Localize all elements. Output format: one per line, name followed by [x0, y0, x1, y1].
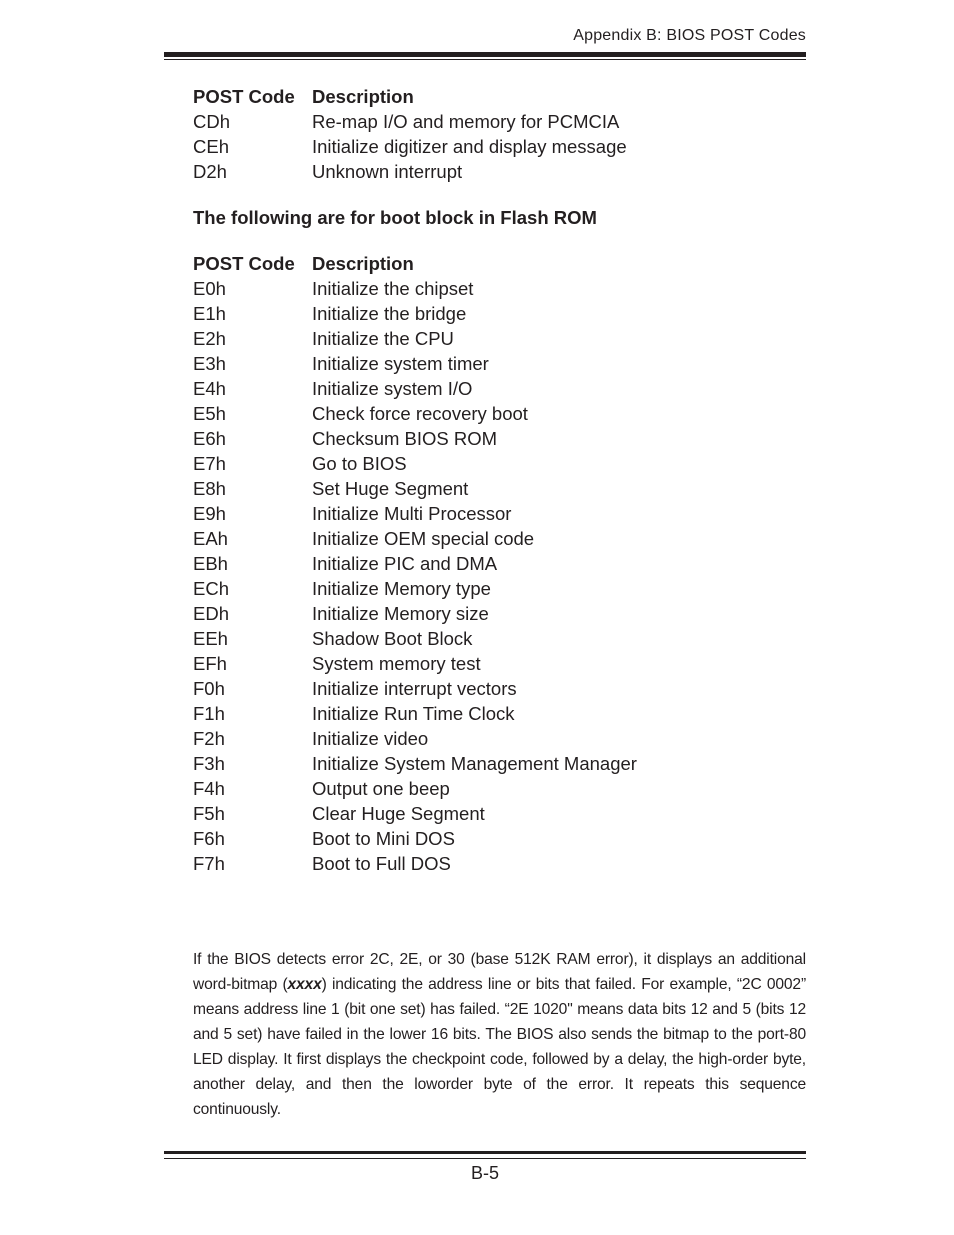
description-cell: Initialize system timer [312, 353, 489, 374]
table-row [193, 776, 813, 801]
description-cell: Initialize OEM special code [312, 528, 535, 549]
post-code-cell: EEh [193, 628, 228, 649]
post-code-cell: E9h [193, 503, 226, 524]
description-cell: Checksum BIOS ROM [312, 428, 498, 449]
description-cell: Initialize the CPU [312, 328, 454, 349]
post-code-cell: F5h [193, 803, 225, 824]
post-code-cell: E2h [193, 328, 226, 349]
table-row [193, 159, 813, 184]
table-row [193, 851, 813, 876]
post-code-cell: F7h [193, 853, 225, 874]
description-cell: Initialize PIC and DMA [312, 553, 498, 574]
description-cell: Go to BIOS [312, 453, 407, 474]
post-code-table-2 [193, 251, 813, 876]
column-header-description: Description [312, 86, 414, 107]
table-row [193, 276, 813, 301]
table-row [193, 451, 813, 476]
post-code-cell: EFh [193, 653, 227, 674]
table-row [193, 701, 813, 726]
paragraph-text-end: ) indicating the address line or bits that failed. For example, “2C 0002” means address line 1 (bit one set) has failed. “2E 1020" means data bits 12 and 5 (bits 12 and 5 set) have failed in the lower 16 bits. The BIOS also sends the bitmap to the port-80 LED display. It first displays the checkpoint code, followed by a delay, the high-order byte, another delay, and then the loworder byte of the error. It repeats this sequence continuously. [193, 976, 806, 1118]
header-rule-thick [164, 52, 806, 57]
description-cell: Set Huge Segment [312, 478, 469, 499]
column-header-description: Description [312, 253, 414, 274]
table-row [193, 526, 813, 551]
post-code-cell: E6h [193, 428, 226, 449]
table-row [193, 351, 813, 376]
post-code-table-1 [193, 84, 813, 184]
table-row [193, 576, 813, 601]
post-code-cell: F0h [193, 678, 225, 699]
table-row [193, 726, 813, 751]
table-row [193, 376, 813, 401]
post-code-cell: EBh [193, 553, 228, 574]
footer-rule-thick [164, 1151, 806, 1154]
table-row [193, 301, 813, 326]
section-heading: The following are for boot block in Flash ROM [193, 207, 597, 228]
table-row [193, 476, 813, 501]
post-code-cell: F3h [193, 753, 225, 774]
table-row [193, 801, 813, 826]
table-row [193, 651, 813, 676]
post-code-cell: E1h [193, 303, 226, 324]
description-cell: Initialize System Management Manager [312, 753, 637, 774]
table-row [193, 826, 813, 851]
description-cell: Initialize Memory type [312, 578, 491, 599]
column-header-post-code: POST Code [193, 86, 295, 107]
post-code-cell: EAh [193, 528, 228, 549]
description-cell: Boot to Full DOS [312, 853, 451, 874]
column-header-post-code: POST Code [193, 253, 295, 274]
table-row [193, 551, 813, 576]
description-cell: Initialize the chipset [312, 278, 474, 299]
description-cell: Initialize video [312, 728, 429, 749]
post-code-cell: F2h [193, 728, 225, 749]
table-row [193, 676, 813, 701]
description-cell: Initialize Multi Processor [312, 503, 512, 524]
post-code-cell: E0h [193, 278, 226, 299]
header-rule-thin [164, 59, 806, 60]
paragraph-text-start: If the BIOS detects error 2C, 2E, or 30 (base 512K RAM error), it displays an additional word-bitmap ( [193, 951, 806, 993]
paragraph-emphasis: xxxx [287, 976, 322, 993]
description-cell: Shadow Boot Block [312, 628, 473, 649]
table-row [193, 326, 813, 351]
table-row [193, 134, 813, 159]
table-header-row [193, 251, 813, 276]
description-cell: Clear Huge Segment [312, 803, 485, 824]
description-cell: Initialize system I/O [312, 378, 473, 399]
footer-rule-thin [164, 1158, 806, 1159]
description-cell: Initialize digitizer and display message [312, 136, 627, 157]
description-cell: Initialize Run Time Clock [312, 703, 515, 724]
description-cell: Initialize interrupt vectors [312, 678, 517, 699]
table-row [193, 501, 813, 526]
post-code-cell: E5h [193, 403, 226, 424]
description-cell: System memory test [312, 653, 481, 674]
description-cell: Boot to Mini DOS [312, 828, 455, 849]
post-code-cell: E8h [193, 478, 226, 499]
post-code-cell: F4h [193, 778, 225, 799]
post-code-cell: F1h [193, 703, 225, 724]
error-explanation-paragraph [193, 947, 806, 1122]
post-code-cell: F6h [193, 828, 225, 849]
description-cell: Re-map I/O and memory for PCMCIA [312, 111, 620, 132]
description-cell: Initialize the bridge [312, 303, 467, 324]
table-row [193, 626, 813, 651]
page-number: B-5 [470, 1163, 499, 1183]
table-row [193, 751, 813, 776]
post-code-cell: EDh [193, 603, 229, 624]
post-code-cell: E7h [193, 453, 226, 474]
page-header-title: Appendix B: BIOS POST Codes [573, 27, 806, 44]
table-row [193, 601, 813, 626]
table-row [193, 426, 813, 451]
table-header-row [193, 84, 813, 109]
description-cell: Check force recovery boot [312, 403, 528, 424]
post-code-cell: E3h [193, 353, 226, 374]
post-code-cell: E4h [193, 378, 226, 399]
post-code-cell: CDh [193, 111, 231, 132]
table-row [193, 109, 813, 134]
post-code-cell: D2h [193, 161, 227, 182]
description-cell: Unknown interrupt [312, 161, 463, 182]
post-code-cell: ECh [193, 578, 229, 599]
post-code-cell: CEh [193, 136, 229, 157]
description-cell: Initialize Memory size [312, 603, 489, 624]
description-cell: Output one beep [312, 778, 450, 799]
table-row [193, 401, 813, 426]
